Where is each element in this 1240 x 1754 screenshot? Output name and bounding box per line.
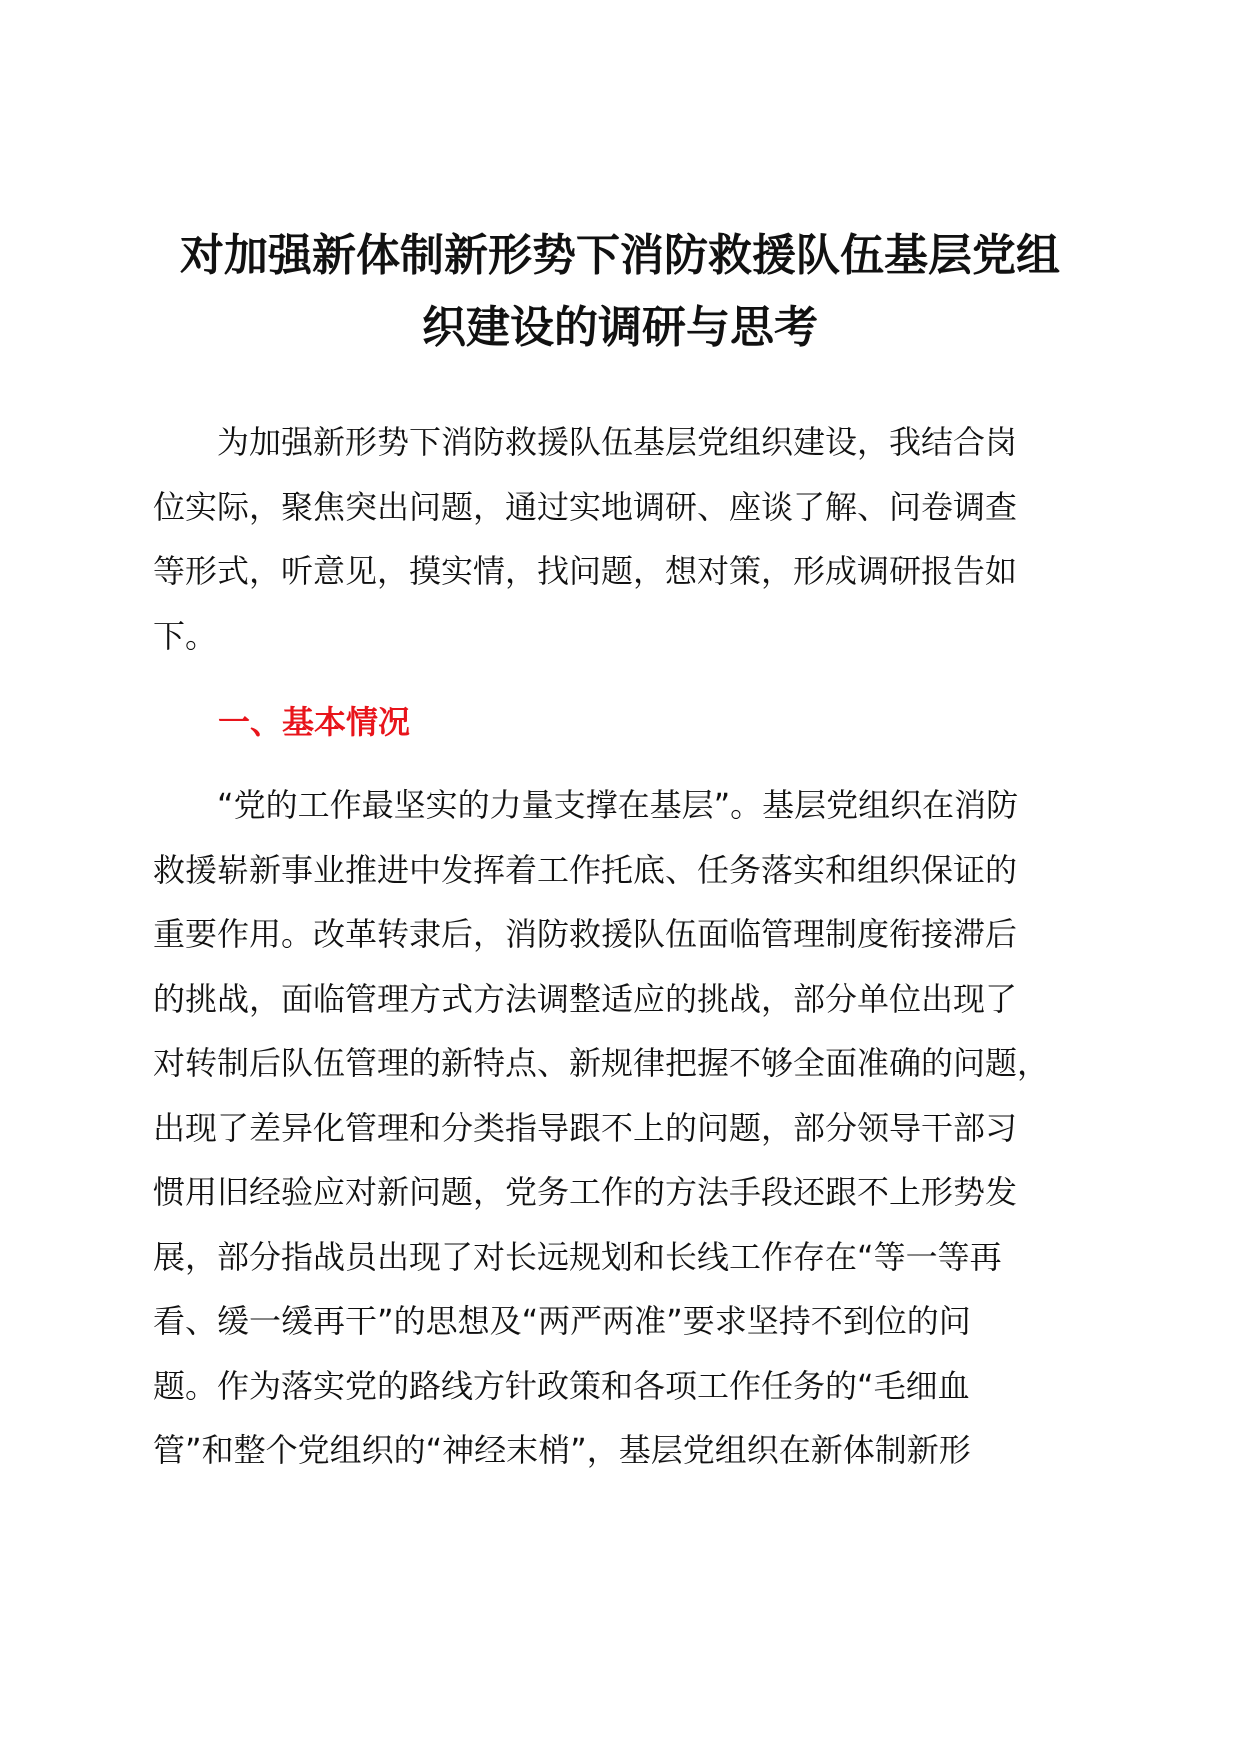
title-line: 对加强新体制新形势下消防救援队伍基层党组: [180, 230, 1060, 281]
text-line: 惯用旧经验应对新问题，党务工作的方法手段还跟不上形势发: [153, 1173, 1018, 1211]
text-line: “党的工作最坚实的力量支撑在基层”。基层党组织在消防: [153, 786, 1019, 824]
text-line: 等形式，听意见，摸实情，找问题，想对策，形成调研报告如: [153, 552, 1018, 590]
text-line: 重要作用。改革转隶后，消防救援队伍面临管理制度衔接滞后: [153, 915, 1018, 953]
text-line: 看、缓一缓再干”的思想及“两严两准”要求坚持不到位的问: [153, 1302, 971, 1340]
text-line: 为加强新形势下消防救援队伍基层党组织建设，我结合岗: [153, 423, 1018, 461]
document-title: [150, 220, 1090, 364]
text-line: 对转制后队伍管理的新特点、新规律把握不够全面准确的问题，: [153, 1044, 1050, 1082]
text-line: 管”和整个党组织的“神经末梢”，基层党组织在新体制新形: [153, 1431, 971, 1469]
text-line: 救援崭新事业推进中发挥着工作托底、任务落实和组织保证的: [153, 850, 1018, 889]
intro-paragraph: [153, 410, 1093, 668]
text-line: 的挑战，面临管理方式方法调整适应的挑战，部分单位出现了: [153, 979, 1018, 1018]
body-paragraph: [153, 773, 1093, 1483]
title-line: 织建设的调研与思考: [422, 302, 818, 353]
text-line: 题。作为落实党的路线方针政策和各项工作任务的“毛细血: [153, 1366, 970, 1405]
text-line: 位实际，聚焦突出问题，通过实地调研、座谈了解、问卷调查: [153, 487, 1018, 526]
section-heading-basic-situation: 一、基本情况: [218, 703, 411, 741]
text-line: 出现了差异化管理和分类指导跟不上的问题，部分领导干部习: [153, 1108, 1018, 1147]
text-line: 下。: [153, 616, 218, 655]
text-line: 展，部分指战员出现了对长远规划和长线工作存在“等一等再: [153, 1237, 1002, 1276]
